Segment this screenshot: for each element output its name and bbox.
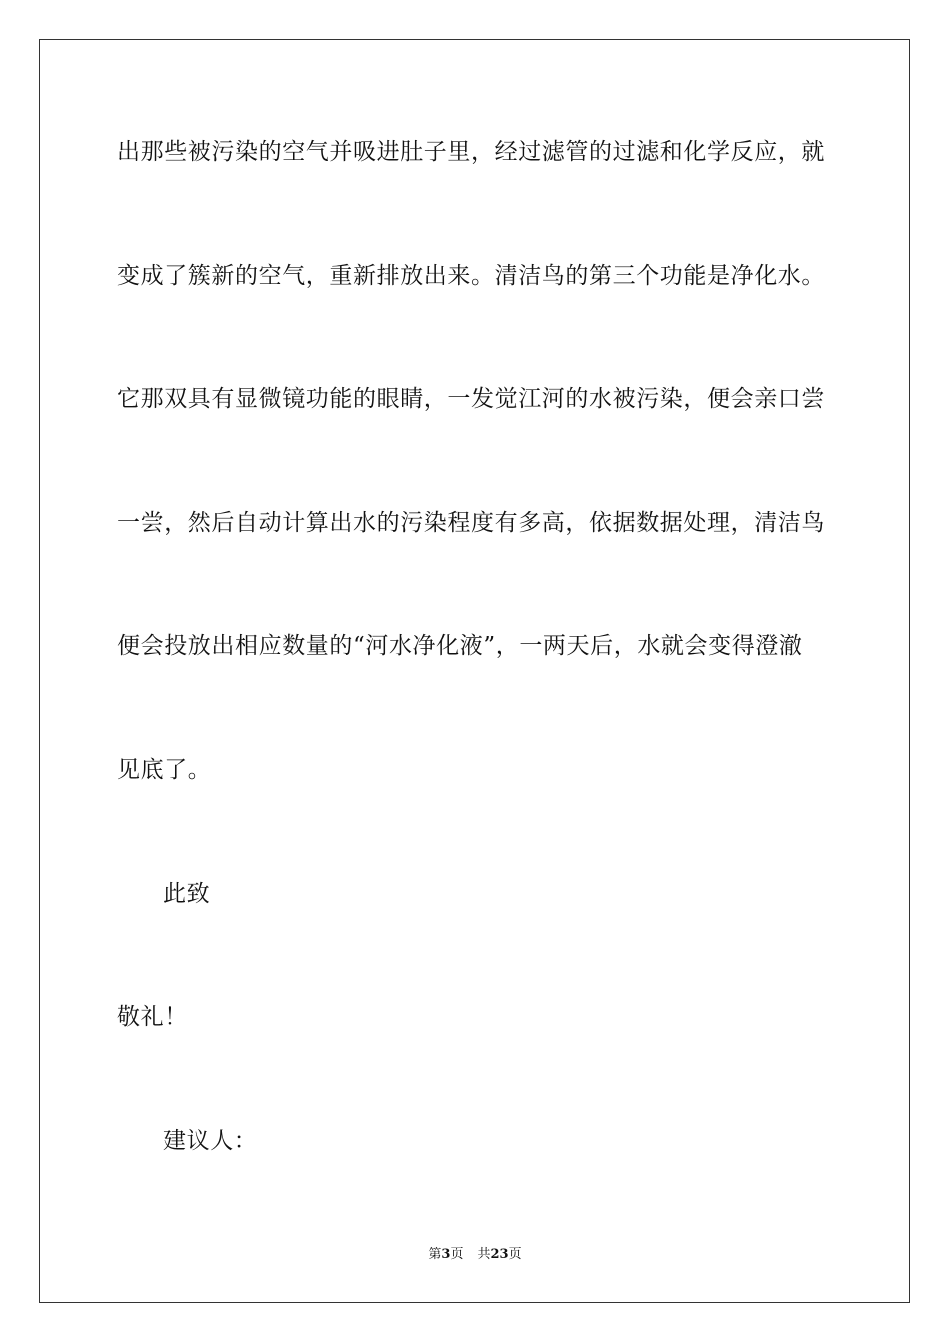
paragraph-line-5: 便会投放出相应数量的“河水净化液”，一两天后，水就会变得澄澈: [117, 633, 803, 659]
closing-text: 此致: [163, 881, 211, 907]
total-prefix: 共: [477, 1247, 491, 1262]
salutation-text: 敬礼！: [117, 1004, 188, 1030]
page-frame: [39, 39, 910, 1303]
signature-label: 建议人：: [163, 1128, 258, 1154]
page-footer: [0, 1246, 950, 1264]
total-suffix: 页: [508, 1247, 522, 1262]
page-number: 3: [441, 1247, 451, 1262]
page-prefix: 第: [428, 1247, 442, 1262]
page-suffix: 页: [450, 1247, 464, 1262]
paragraph-line-3: 它那双具有显微镜功能的眼睛，一发觉江河的水被污染，便会亲口尝: [117, 386, 825, 412]
paragraph-line-1: 出那些被污染的空气并吸进肚子里，经过滤管的过滤和化学反应，就: [117, 139, 825, 165]
total-pages: 23: [490, 1247, 509, 1262]
paragraph-line-2: 变成了簇新的空气，重新排放出来。清洁鸟的第三个功能是净化水。: [117, 263, 825, 289]
paragraph-line-4: 一尝，然后自动计算出水的污染程度有多高，依据数据处理，清洁鸟: [117, 510, 825, 536]
paragraph-line-6: 见底了。: [117, 757, 212, 783]
